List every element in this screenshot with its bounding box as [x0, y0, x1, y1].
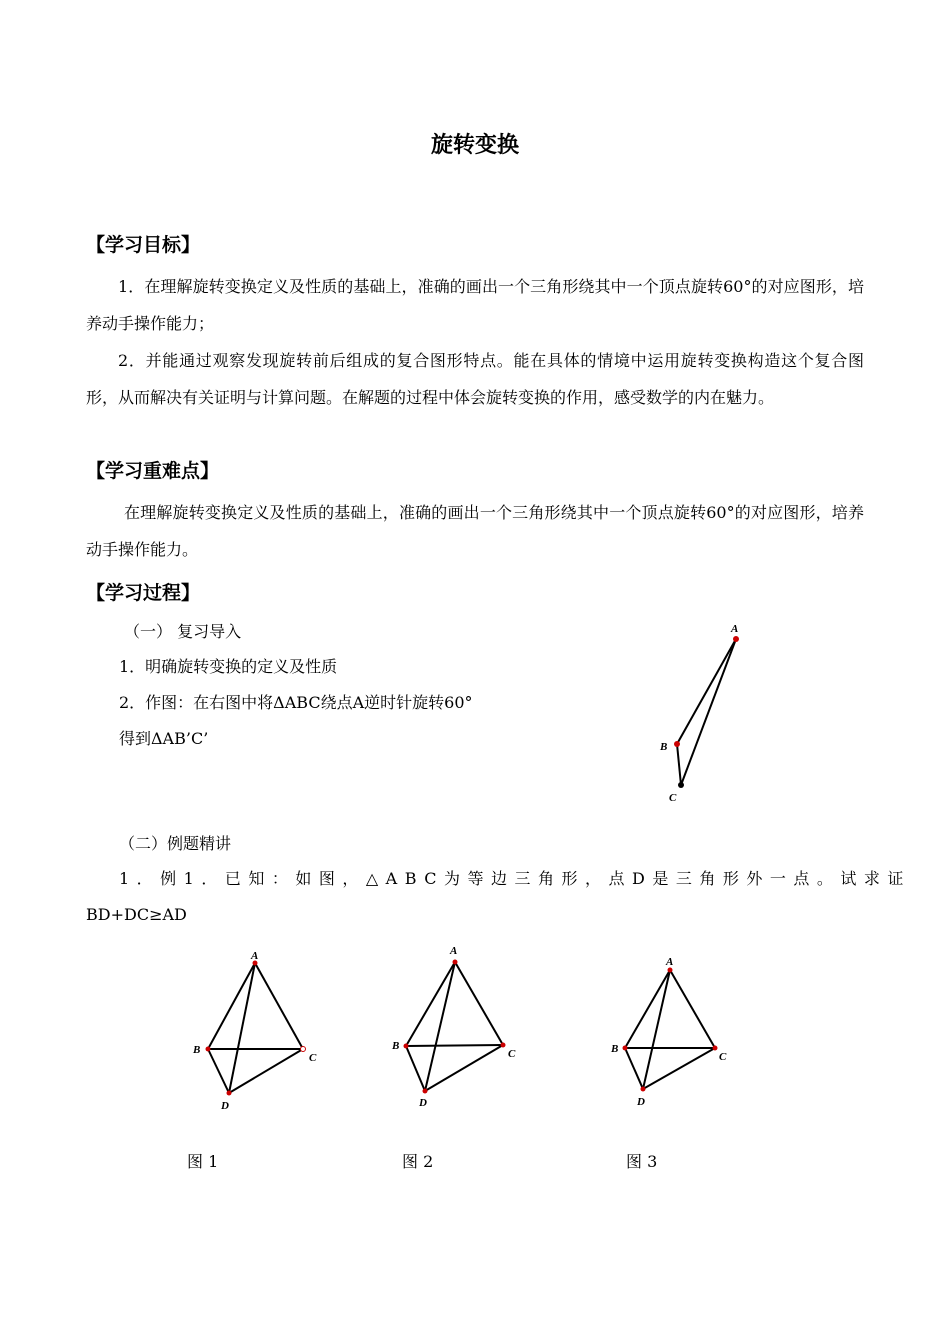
figure-3-caption: 图 3 [626, 1152, 658, 1171]
fig3-label-c: C [719, 1051, 727, 1063]
label-b: B [660, 741, 668, 753]
review-item-1: 1．明确旋转变换的定义及性质 [119, 657, 338, 676]
fig3-label-b: B [611, 1043, 619, 1055]
fig2-label-c: C [508, 1048, 516, 1060]
fig2-label-b: B [392, 1040, 400, 1052]
process-heading: 【学习过程】 [86, 582, 201, 604]
fig1-label-b: B [193, 1044, 201, 1056]
point-c [678, 782, 684, 788]
objectives-heading: 【学习目标】 [86, 234, 201, 256]
review-subheading: （一） 复习导入 [124, 622, 242, 641]
review-item-2-line-1: 2．作图：在右图中将ΔABC绕点A逆时针旋转60° [119, 693, 473, 712]
example-1-line-1: 1．例1．已知：如图，△ABC为等边三角形，点D是三角形外一点。试求证 [119, 869, 911, 888]
fig2-label-a: A [450, 945, 458, 957]
example-1-line-2: BD+DC≥AD [86, 905, 187, 924]
review-item-2-line-2: 得到ΔAB’C’ [119, 729, 209, 748]
key-points-paragraph: 在理解旋转变换定义及性质的基础上，准确的画出一个三角形绕其中一个顶点旋转60°的对应图形，培养动手操作能力。 [86, 503, 864, 559]
figure-1 [185, 945, 335, 1120]
label-c: C [669, 792, 677, 804]
objectives-paragraph-1: 1．在理解旋转变换定义及性质的基础上，准确的画出一个三角形绕其中一个顶点旋转60°的对应图形，培养动手操作能力； [86, 277, 864, 333]
fig3-label-a: A [666, 956, 674, 968]
figure-1-caption: 图 1 [187, 1152, 219, 1171]
point-a [733, 636, 739, 642]
point-b [674, 741, 680, 747]
page-title: 旋转变换 [430, 133, 519, 158]
fig1-label-a: A [251, 950, 259, 962]
segment-bc [677, 744, 681, 785]
label-a: A [731, 623, 739, 635]
segment-ca [681, 639, 736, 785]
objectives-paragraph-2: 2．并能通过观察发现旋转前后组成的复合图形特点。能在具体的情境中运用旋转变换构造这个复合图形，从而解决有关证明与计算问题。在解题的过程中体会旋转变换的作用，感受数学的内在魅力。 [86, 351, 864, 407]
fig1-label-c: C [309, 1052, 317, 1064]
review-triangle-figure [640, 615, 760, 815]
fig3-label-d: D [637, 1096, 645, 1108]
figure-3 [600, 950, 750, 1125]
examples-subheading: （二）例题精讲 [119, 834, 232, 853]
figure-2 [385, 940, 535, 1115]
figure-2-caption: 图 2 [402, 1152, 434, 1171]
fig2-label-d: D [419, 1097, 427, 1109]
segment-ab [677, 639, 736, 744]
fig1-label-d: D [221, 1100, 229, 1112]
key-points-heading: 【学习重难点】 [86, 460, 220, 482]
